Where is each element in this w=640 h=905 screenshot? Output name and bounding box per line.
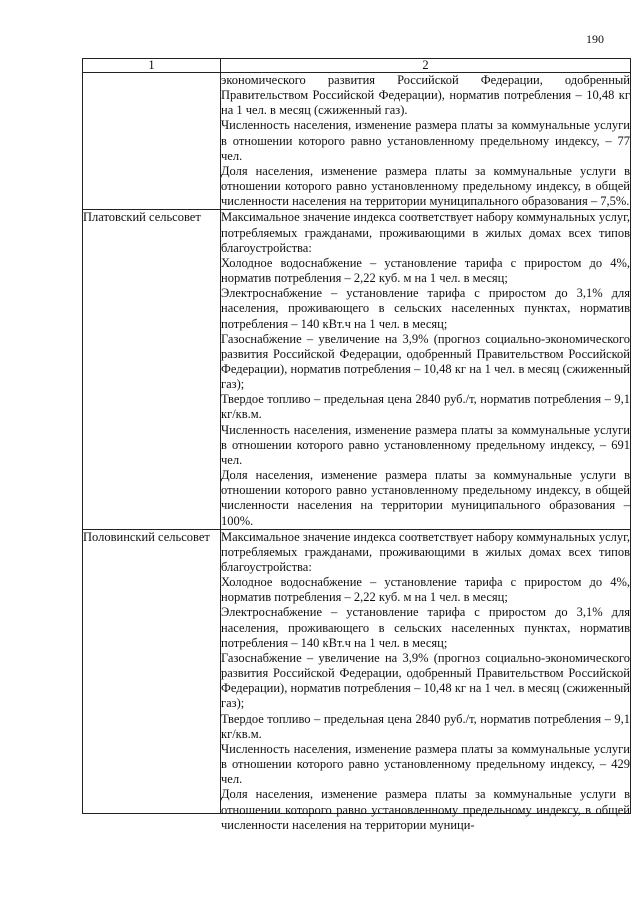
municipality-name: Половинский сельсовет bbox=[83, 529, 221, 814]
row-content bbox=[221, 73, 631, 210]
paragraph: Холодное водоснабжение – установление тарифа с приростом до 4%, норматив потребления – 2,22 куб. м на 1 чел. в месяц; bbox=[221, 575, 630, 605]
paragraph: Численность населения, изменение размера платы за коммунальные услуги в отношении которого равно установленному предельному индексу, – 691 чел. bbox=[221, 422, 630, 467]
table-row bbox=[83, 210, 631, 529]
paragraph: Твердое топливо – предельная цена 2840 руб./т, норматив потребления – 9,1 кг/кв.м. bbox=[221, 711, 630, 741]
page-number: 190 bbox=[586, 32, 604, 46]
paragraph: Электроснабжение – установление тарифа с приростом до 3,1% для населения, проживающего в сельских населенных пунктах, норматив потребления – 140 кВт.ч на 1 чел. в месяц; bbox=[221, 286, 630, 331]
paragraph: Доля населения, изменение размера платы за коммунальные услуги в отношении которого равно установленному предельному индексу, в общей численности населения на территории муниципального образования – 7,5%. bbox=[221, 163, 630, 209]
table-row bbox=[83, 529, 631, 814]
paragraph: Численность населения, изменение размера платы за коммунальные услуги в отношении которого равно установленному предельному индексу, – 77 чел. bbox=[221, 118, 630, 163]
header-col-2: 2 bbox=[221, 59, 631, 73]
municipality-name bbox=[83, 73, 221, 210]
paragraph: Газоснабжение – увеличение на 3,9% (прогноз социально-экономического развития Российской Федерации, одобренный Правительством Российской Федерации), норматив потребления – 10,48 кг на 1 чел. в месяц (сжиженный газ); bbox=[221, 331, 630, 392]
paragraph: Максимальное значение индекса соответствует набору коммунальных услуг, потребляемых гражданами, проживающими в жилых домах всех типов благоустройства: bbox=[221, 210, 630, 255]
table-header-row bbox=[83, 59, 631, 73]
paragraph: Газоснабжение – увеличение на 3,9% (прогноз социально-экономического развития Российской Федерации, одобренный Правительством Российской Федерации), норматив потребления – 10,48 кг на 1 чел. в месяц (сжиженный газ); bbox=[221, 650, 630, 711]
paragraph: Холодное водоснабжение – установление тарифа с приростом до 4%, норматив потребления – 2,22 куб. м на 1 чел. в месяц; bbox=[221, 255, 630, 286]
municipality-name: Платовский сельсовет bbox=[83, 210, 221, 529]
paragraph: Доля населения, изменение размера платы за коммунальные услуги в отношении которого равно установленному предельному индексу, в общей численности населения на территории муниципального образования – 100%. bbox=[221, 468, 630, 528]
paragraph: Электроснабжение – установление тарифа с приростом до 3,1% для населения, проживающего в сельских населенных пунктах, норматив потребления – 140 кВт.ч на 1 чел. в месяц; bbox=[221, 605, 630, 650]
header-col-1: 1 bbox=[83, 59, 221, 73]
row-content bbox=[221, 210, 631, 529]
paragraph: Численность населения, изменение размера платы за коммунальные услуги в отношении которого равно установленному предельному индексу, – 429 чел. bbox=[221, 741, 630, 787]
paragraph: экономического развития Российской Федерации, одобренный Правительством Российской Федерации), норматив потребления – 10,48 кг на 1 чел. в месяц (сжиженный газ). bbox=[221, 73, 630, 118]
paragraph: Максимальное значение индекса соответствует набору коммунальных услуг, потребляемых гражданами, проживающими в жилых домах всех типов благоустройства: bbox=[221, 529, 630, 574]
row-content bbox=[221, 529, 631, 832]
paragraph: Доля населения, изменение размера платы за коммунальные услуги в отношении которого равно установленному предельному индексу, в общей численности населения на территории муници- bbox=[221, 787, 630, 832]
data-table bbox=[82, 58, 631, 832]
table-row bbox=[83, 73, 631, 210]
paragraph: Твердое топливо – предельная цена 2840 руб./т, норматив потребления – 9,1 кг/кв.м. bbox=[221, 392, 630, 422]
